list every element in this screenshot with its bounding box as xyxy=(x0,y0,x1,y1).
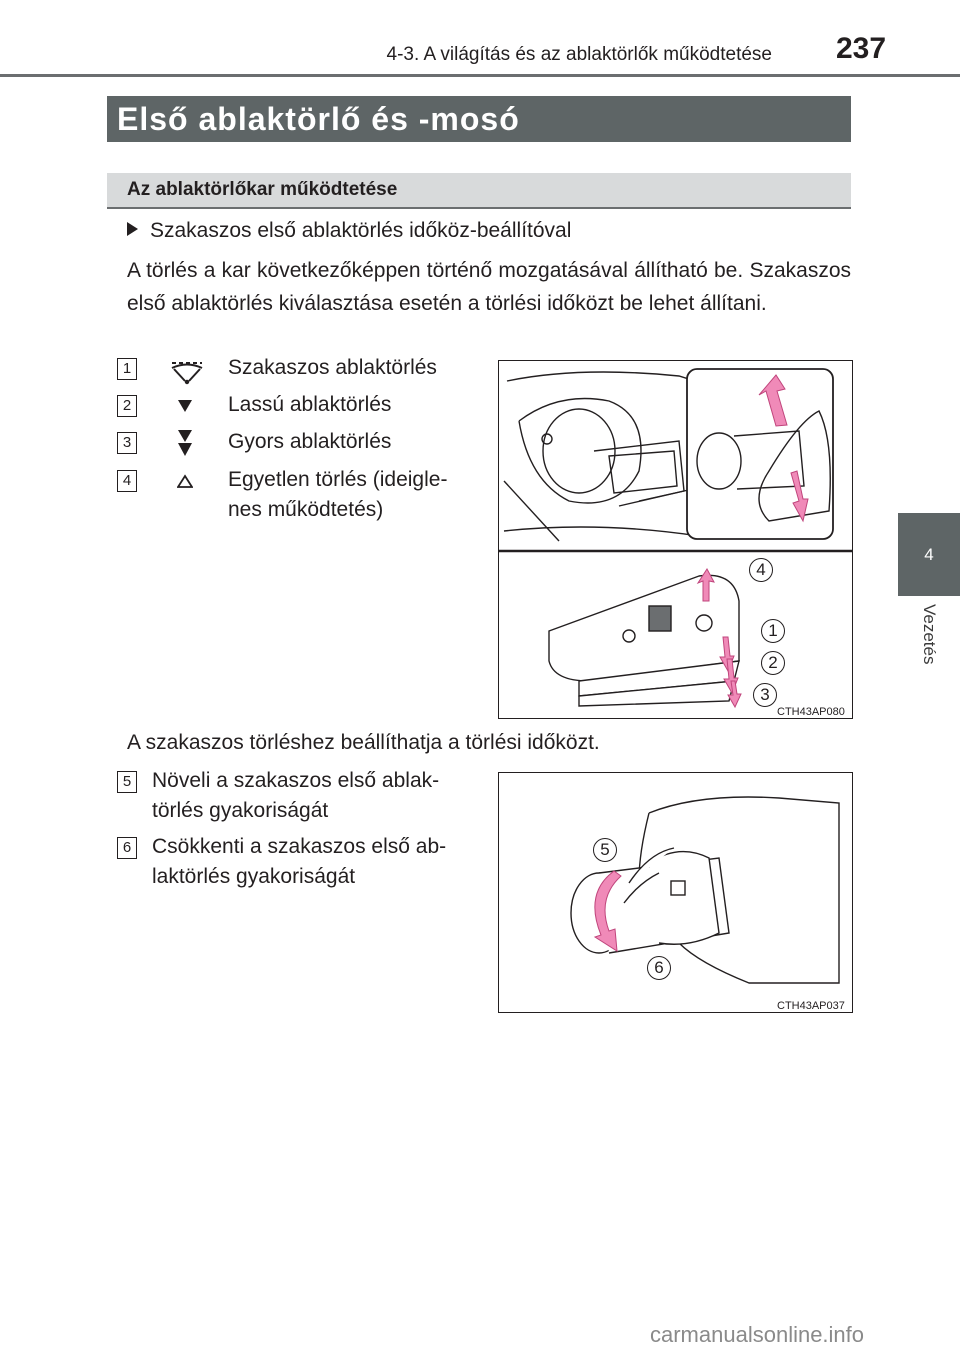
item-text-3: Gyors ablaktörlés xyxy=(228,430,392,453)
callout-6: 6 xyxy=(647,956,671,980)
item-number-3: 3 xyxy=(117,432,137,454)
interval-sentence: A szakaszos törléshez beállíthatja a törlési időközt. xyxy=(127,731,600,754)
running-header: 4-3. A világítás és az ablaktörlők működtetése xyxy=(386,44,772,65)
figure-interval-ring xyxy=(498,772,853,1013)
item-text-4 xyxy=(228,465,447,525)
item-number-5: 5 xyxy=(117,771,137,793)
item-text-5-line2: törlés gyakoriságát xyxy=(152,799,329,822)
section-title: Első ablaktörlő és -mosó xyxy=(107,96,851,142)
item-number-1: 1 xyxy=(117,358,137,380)
chapter-label-text: Vezetés xyxy=(920,604,939,665)
single-arrow-down-icon xyxy=(177,399,193,413)
item-text-6-line2: laktörlés gyakoriságát xyxy=(152,865,356,888)
figure-wiper-lever xyxy=(498,360,853,719)
callout-2: 2 xyxy=(761,651,785,675)
item-number-2: 2 xyxy=(117,395,137,417)
item-text-5-line1: Növeli a szakaszos első ablak- xyxy=(152,769,440,792)
item-number-4: 4 xyxy=(117,470,137,492)
item-text-6-line1: Csökkenti a szakaszos első ab- xyxy=(152,835,447,858)
hollow-arrow-icon xyxy=(177,474,193,489)
item-text-1: Szakaszos ablaktörlés xyxy=(228,356,437,379)
callout-5: 5 xyxy=(593,838,617,862)
page-number: 237 xyxy=(835,32,887,65)
intro-paragraph: A törlés a kar következőképpen történő mozgatásával állítható be. Szakaszos első ablaktörlés kiválasztása esetén a törlési időközt be lehet állítani. xyxy=(127,259,851,315)
interval-ring-illustration xyxy=(499,773,853,1013)
chapter-tab: 4 xyxy=(898,513,960,596)
callout-4: 4 xyxy=(749,558,773,582)
chapter-label xyxy=(898,604,960,684)
item-text-2: Lassú ablaktörlés xyxy=(228,393,392,416)
intermittent-wipe-icon xyxy=(168,355,206,385)
wiper-lever-illustration xyxy=(499,361,853,719)
item-number-6: 6 xyxy=(117,837,137,859)
item-text-5 xyxy=(152,766,482,826)
item-text-4-line2: nes működtetés) xyxy=(228,498,384,521)
bullet-heading-text: Szakaszos első ablaktörlés időköz-beállítóval xyxy=(150,219,572,242)
callout-3: 3 xyxy=(753,683,777,707)
header-rule xyxy=(0,74,960,77)
figure-code-2: CTH43AP037 xyxy=(777,1000,845,1012)
watermark: carmanualsonline.info xyxy=(650,1322,865,1347)
subsection-title: Az ablaktörlőkar működtetése xyxy=(107,173,851,207)
callout-1: 1 xyxy=(761,619,785,643)
bullet-heading xyxy=(127,219,571,243)
triangle-bullet-icon xyxy=(127,222,138,236)
item-text-6 xyxy=(152,832,482,892)
figure-code-1: CTH43AP080 xyxy=(777,706,845,718)
double-arrow-down-icon xyxy=(177,429,193,457)
item-text-4-line1: Egyetlen törlés (ideigle- xyxy=(228,468,448,491)
